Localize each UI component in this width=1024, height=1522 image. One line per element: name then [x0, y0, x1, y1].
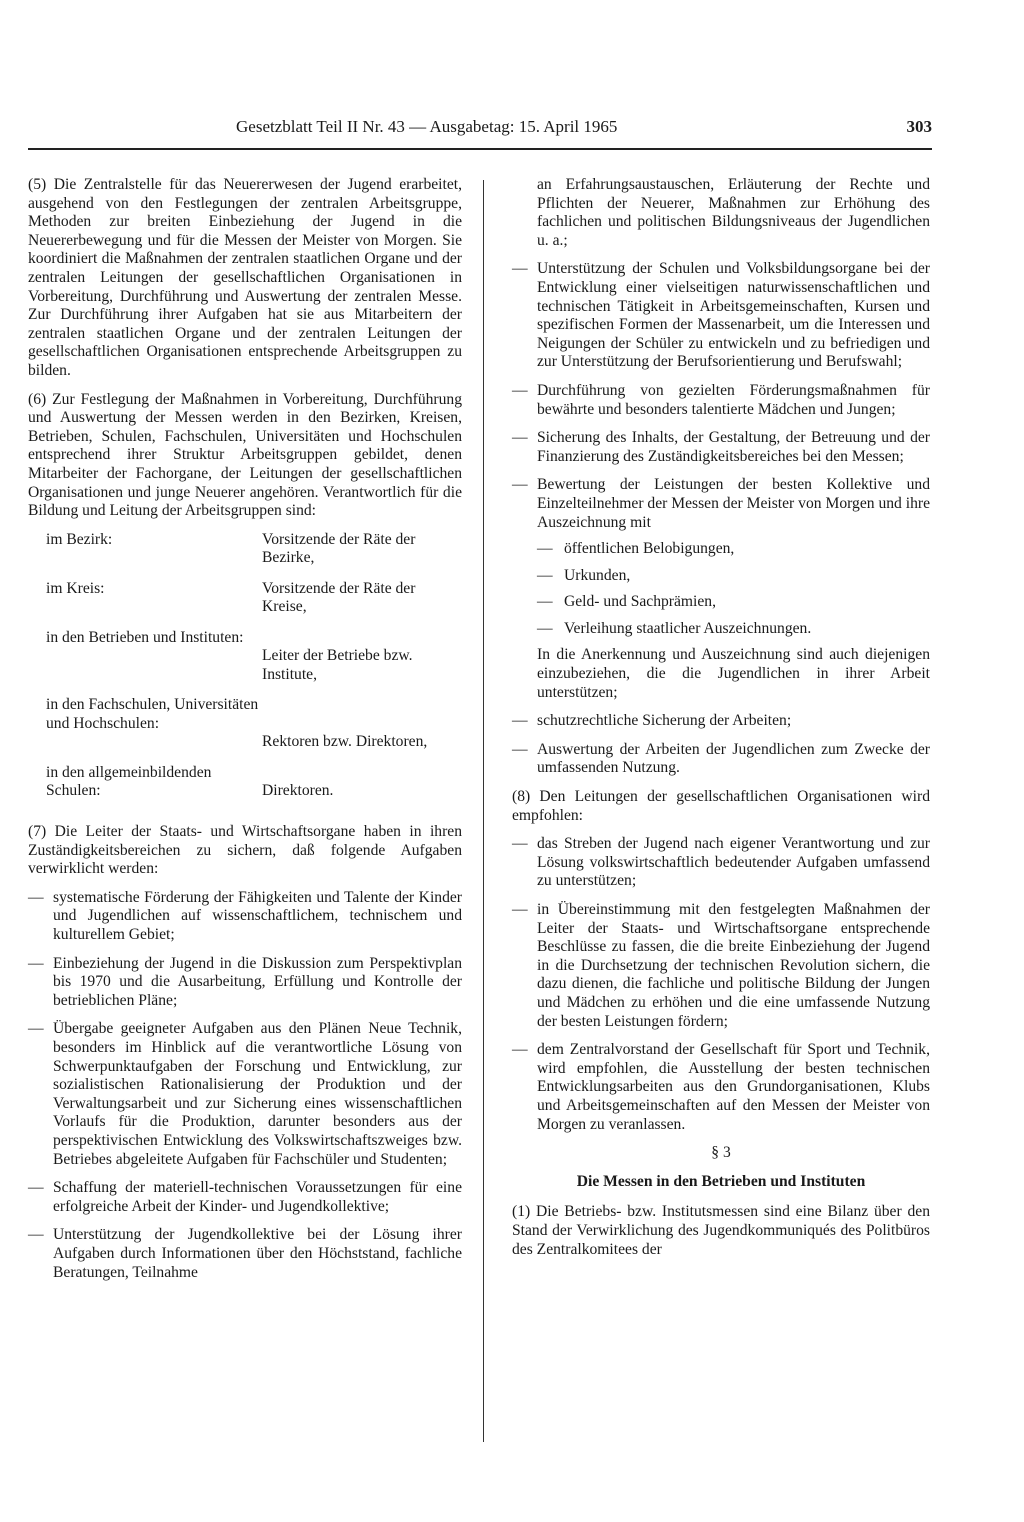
responsibility-place: im Kreis:	[46, 579, 105, 597]
right-column	[512, 176, 930, 1269]
list-item: — Durchführung von gezielten Förderungsmaßnahmen für bewährte und besonders talentierte Mädchen und Jungen;	[512, 381, 930, 418]
header-rule	[28, 148, 932, 150]
header-title: Gesetzblatt Teil II Nr. 43 — Ausgabetag: 15. April 1965	[236, 117, 618, 136]
list-item: — Schaffung der materiell-technischen Voraussetzungen für eine erfolgreiche Arbeit der Kinder- und Jugendkollektive;	[28, 1179, 462, 1215]
list-item: — Auswertung der Arbeiten der Jugendlichen zum Zwecke der umfassenden Nutzung.	[512, 740, 930, 777]
responsibility-person: Vorsitzende der Räte der Kreise,	[262, 579, 416, 616]
section-title: Die Messen in den Betrieben und Instituten	[576, 1172, 866, 1190]
recommendation-list	[512, 835, 930, 1134]
responsibility-table	[28, 531, 462, 813]
table-row	[28, 580, 462, 629]
list-item: — Sicherung des Inhalts, der Gestaltung, der Betreuung und der Finanzierung des Zuständigkeitsbereiches bei den Messen;	[512, 429, 930, 465]
continued-text: an Erfahrungsaustauschen, Erläuterung der Rechte und Pflichten der Neuerer, Maßnahmen zur Erhöhung des fachlichen und politischen Bildungsniveaus der Jugendlichen u. a.;	[537, 176, 930, 249]
responsibility-person: Direktoren.	[262, 781, 334, 799]
responsibility-person: Rektoren bzw. Direktoren,	[262, 733, 428, 751]
responsibility-place: in den allgemeinbildenden Schulen:	[46, 763, 212, 800]
table-row	[28, 764, 462, 813]
paragraph-8: (8) Den Leitungen der gesellschaftlichen Organisationen wird empfohlen:	[512, 788, 930, 824]
responsibility-place: in den Fachschulen, Universitäten und Hochschulen:	[46, 696, 259, 732]
list-item: — Übergabe geeigneter Aufgaben aus den Plänen Neue Technik, besonders im Hinblick auf die verantwortliche Lösung von Schwerpunktaufgaben der Forschung und Entwicklung, zur sozialistischen Rationalisierung der Produktion und der Verwaltungsarbeit und zur Sicherung eines wissenschaftlichen Vorlaufs für die Produktion, darunter besonders aus der perspektivischen Entwicklung des Volkswirtschaftszweiges bzw. Betriebes abgeleitete Aufgaben für Fachschüler und Studenten;	[28, 1020, 462, 1168]
responsibility-place: in den Betrieben und Instituten:	[46, 629, 244, 647]
list-item: — Bewertung der Leistungen der besten Kollektive und Einzelteilnehmer der Messen der Meister von Morgen und ihre Auszeichnung mit — öffentlichen Belobigungen, — Urkunden, — Geld- und Sachprämien, — Verleihung staatlicher Auszeichnungen. In die Anerkennung und Auszeichnung sind auch diejenigen einzubeziehen, die die Jugendlichen in ihrer Arbeit unterstützen;	[512, 476, 930, 701]
paragraph-5: (5) Die Zentralstelle für das Neuererwesen der Jugend erarbeitet, ausgehend von den Festlegungen der zentralen Arbeitsgruppe, Methoden zur breiten Einbeziehung der Jugend in die Neuererbewegung und für die Messen der Meister von Morgen. Sie koordiniert die Maßnahmen der zentralen staatlichen Organe und der zentralen Leitungen der gesellschaftlichen Organisationen in Vorbereitung, Durchführung und Auswertung der zentralen Messe. Zur Durchführung ihrer Aufgaben hat sie aus Mitarbeitern der zentralen staatlichen Organe und der zentralen Leitungen der gesellschaftlichen Organisationen entsprechende Arbeitsgruppen zu bilden.	[28, 176, 462, 379]
section-number: § 3	[711, 1144, 731, 1162]
table-row	[28, 629, 462, 696]
task-list	[28, 889, 462, 1282]
list-item: — Verleihung staatlicher Auszeichnungen.	[537, 619, 812, 637]
list-item: — in Übereinstimmung mit den festgelegten Maßnahmen der Leiter der Staats- und Wirtschaftsorgane entsprechende Beschlüsse zu fassen, die die breite Einbeziehung der Jugend in die Durchsetzung der technischen Revolution sichern, die dazu dienen, die fachliche und politische Bildung der Jungen und Mädchen zu erhöhen und die eine umfassende Nutzung der besten Leistungen fördern;	[512, 901, 930, 1030]
responsibility-person: Leiter der Betriebe bzw. Institute,	[262, 647, 413, 683]
table-row	[28, 531, 462, 580]
table-row	[28, 696, 462, 764]
left-column	[28, 176, 462, 1292]
responsibility-person: Vorsitzende der Räte der Bezirke,	[262, 530, 416, 567]
list-item: — systematische Förderung der Fähigkeiten und Talente der Kinder und Jugendlichen auf wissenschaftlichem, technischem und kulturellem Gebiet;	[28, 888, 462, 943]
list-item: — öffentlichen Belobigungen,	[537, 540, 735, 558]
list-item: — Geld- und Sachprämien,	[537, 593, 716, 611]
column-separator	[483, 180, 484, 1442]
list-item: — Einbeziehung der Jugend in die Diskussion zum Perspektivplan bis 1970 und die Ausarbeitung, Erfüllung und Kontrolle der betrieblichen Pläne;	[28, 954, 462, 1009]
paragraph-7: (7) Die Leiter der Staats- und Wirtschaftsorgane haben in ihren Zuständigkeitsbereichen zu sichern, daß folgende Aufgaben verwirklicht werden:	[28, 823, 462, 878]
task-list-continued	[512, 260, 930, 778]
list-item: — das Streben der Jugend nach eigener Verantwortung und zur Lösung volkswirtschaftlich bedeutender Aufgaben umfassend zu unterstützen;	[512, 835, 930, 890]
responsibility-place: im Bezirk:	[46, 530, 113, 548]
recognition-note: In die Anerkennung und Auszeichnung sind auch diejenigen einzubeziehen, die die Jugendlichen in ihrer Arbeit unterstützen;	[537, 646, 930, 701]
award-list	[537, 540, 930, 638]
page-header	[28, 114, 932, 144]
list-item: — Urkunden,	[537, 566, 631, 584]
paragraph-6: (6) Zur Festlegung der Maßnahmen in Vorbereitung, Durchführung und Auswertung der Messen werden in den Bezirken, Kreisen, Betrieben, Schulen, Fachschulen, Universitäten und Hochschulen entsprechend ihrer Struktur Arbeitsgruppen gebildet, denen Mitarbeiter der Fachorgane, der Leitungen der gesellschaftlichen Organisationen und junge Neuerer angehören. Verantwortlich für die Bildung und Leitung der Arbeitsgruppen sind:	[28, 390, 462, 520]
page-number: 303	[906, 117, 932, 136]
section-paragraph-1: (1) Die Betriebs- bzw. Institutsmessen sind eine Bilanz über den Stand der Verwirklichung des Jugendkommuniqués des Politbüros des Zentralkomitees der	[512, 1203, 930, 1258]
list-item: — dem Zentralvorstand der Gesellschaft für Sport und Technik, wird empfohlen, die Ausstellung der besten technischen Entwicklungsarbeiten aus den Grundorganisationen, Klubs und Arbeitsgemeinschaften auf den Messen der Meister von Morgen zu veranlassen.	[512, 1041, 930, 1133]
list-item: — schutzrechtliche Sicherung der Arbeiten;	[512, 712, 792, 730]
list-item: — Unterstützung der Schulen und Volksbildungsorgane bei der Entwicklung einer vielseitigen naturwissenschaftlichen und technischen Tätigkeit in Arbeitsgemeinschaften, Kursen und spezifischen Formen der Massenarbeit, um die Interessen und Neigungen der Schüler zu entwickeln und zu befriedigen und zur Unterstützung der Berufsorientierung und Berufswahl;	[512, 260, 930, 371]
list-item: — Unterstützung der Jugendkollektive bei der Lösung ihrer Aufgaben durch Informationen über den Höchststand, fachliche Beratungen, Teilnahme	[28, 1226, 462, 1281]
